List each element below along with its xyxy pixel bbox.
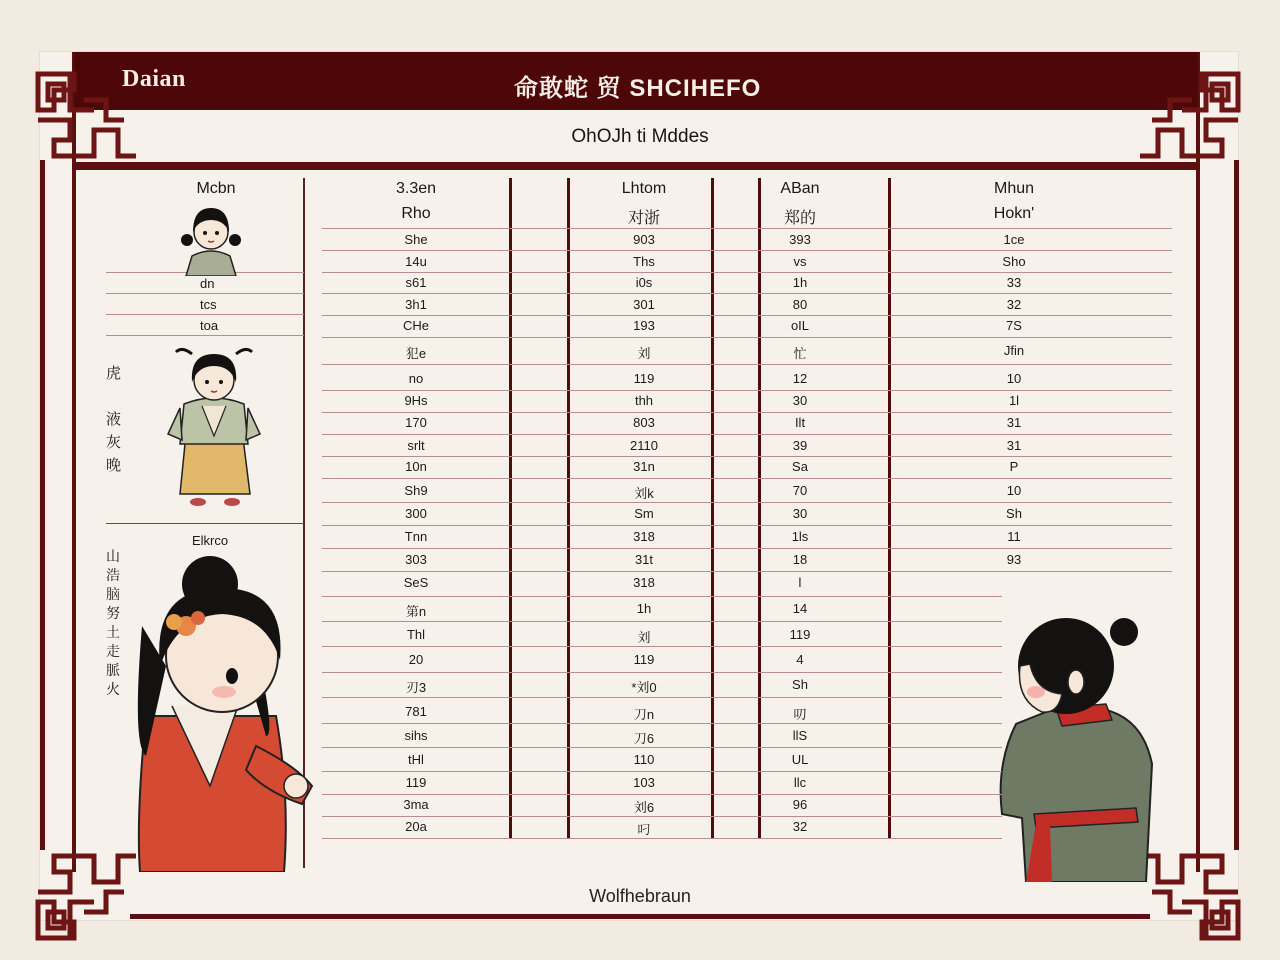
vertical-char: 努 (106, 606, 120, 622)
page-subtitle: OhOJh ti Mddes (571, 126, 709, 147)
table-cell: i0s (635, 275, 653, 290)
table-cell: vs (793, 254, 807, 269)
outer-border-right (1234, 160, 1239, 850)
table-cell: 93 (1006, 552, 1022, 567)
table-cell: 32 (1006, 297, 1022, 312)
table-cell: Sm (634, 506, 654, 521)
table-cell: 叼 (637, 822, 651, 837)
table-cell: 刀6 (633, 731, 655, 746)
table-cell: 119 (633, 371, 655, 386)
table-cell: 14u (405, 254, 427, 269)
child-portrait-small-icon (178, 200, 244, 276)
table-cell: 33 (1006, 275, 1022, 290)
table-rule (322, 390, 1172, 391)
table-cell: 10 (1006, 483, 1022, 498)
column-divider (509, 178, 512, 838)
column-subheader: 对浙 (627, 210, 660, 227)
header-divider (74, 162, 1198, 170)
table-cell: 318 (633, 575, 655, 590)
table-cell: Sho (1002, 254, 1026, 269)
table-cell: 刘k (634, 486, 654, 501)
table-cell: Jfin (1003, 343, 1025, 358)
table-rule (322, 596, 1002, 597)
outer-border-bottom (130, 914, 1150, 919)
table-cell: llc (793, 775, 807, 790)
table-cell: 30 (792, 506, 808, 521)
table-cell: sihs (404, 728, 428, 743)
table-cell: 301 (633, 297, 655, 312)
table-rule (322, 525, 1172, 526)
table-cell: 193 (633, 318, 655, 333)
table-rule (322, 364, 1172, 365)
table-rule (322, 794, 1002, 795)
inner-border-right (1196, 52, 1200, 872)
girl-red-robe-icon (126, 556, 322, 872)
table-cell: 忙 (793, 346, 807, 361)
column-divider (888, 178, 891, 838)
table-cell: 170 (405, 415, 427, 430)
table-cell: SeS (403, 575, 429, 590)
table-cell: Ilt (794, 415, 806, 430)
table-rule (322, 228, 1172, 229)
table-cell: 刃3 (405, 680, 427, 695)
table-cell: 刘 (637, 630, 651, 645)
section-label: toa (200, 318, 219, 333)
table-cell: tHl (408, 752, 424, 767)
characters-label: Elkrco (192, 533, 229, 548)
table-cell: 1h (636, 601, 652, 616)
table-cell: 刘6 (633, 800, 655, 815)
table-cell: 18 (792, 552, 808, 567)
table-cell: P (1009, 459, 1019, 474)
table-cell: no (408, 371, 424, 386)
left-rule (106, 314, 304, 315)
table-cell: srlt (407, 438, 425, 453)
table-cell: 14 (792, 601, 808, 616)
table-rule (322, 548, 1172, 549)
footer-signature: Wolfhebraun (589, 886, 691, 906)
vertical-char: 脑 (106, 587, 120, 603)
table-cell: CHe (402, 318, 429, 333)
column-header: Lhtom (621, 180, 667, 197)
title-bar (74, 52, 1198, 110)
table-cell: 1h (792, 275, 808, 290)
table-cell: 10 (1006, 371, 1022, 386)
table-rule (322, 272, 1172, 273)
table-cell: 903 (633, 232, 655, 247)
table-cell: 11 (1007, 529, 1021, 544)
table-cell: UL (791, 752, 809, 767)
table-cell: 119 (789, 627, 811, 642)
table-cell: 110 (633, 752, 655, 767)
vertical-char: 走 (106, 644, 120, 660)
child-green-robe-back-icon (996, 604, 1156, 882)
brand-label: Daian (122, 66, 186, 92)
table-cell: 1ls (791, 529, 809, 544)
table-cell: 10n (405, 459, 427, 474)
table-cell: 20 (408, 652, 424, 667)
section-label: tcs (200, 297, 217, 312)
table-rule (322, 571, 1172, 572)
table-cell: 119 (633, 652, 655, 667)
table-cell: 3ma (403, 797, 429, 812)
table-cell: 犯e (405, 346, 427, 361)
table-cell: Sh (1006, 506, 1022, 521)
table-rule (322, 697, 1002, 698)
table-cell: 9Hs (404, 393, 428, 408)
table-rule (322, 337, 1172, 338)
column-subheader: Hokn' (993, 205, 1035, 222)
vertical-char: 脈 (106, 663, 120, 679)
inner-border-left (72, 52, 76, 872)
corner-ornament-top-left-icon (34, 70, 140, 166)
section-label: dn (200, 276, 215, 291)
column-divider (567, 178, 570, 838)
column-subheader: 郑的 (783, 210, 816, 227)
vertical-char: 山 (106, 549, 120, 565)
page-title: 命敢蛇 贸 SHCIHEFO (514, 75, 762, 102)
table-cell: *刘0 (631, 680, 657, 695)
table-cell: 70 (792, 483, 808, 498)
table-cell: oIL (790, 318, 810, 333)
vertical-char: 土 (106, 625, 120, 641)
table-rule (322, 838, 1002, 839)
table-rule (322, 456, 1172, 457)
table-cell: 3h1 (405, 297, 427, 312)
table-cell: 803 (633, 415, 655, 430)
table-cell: 781 (405, 704, 427, 719)
table-cell: 119 (405, 775, 427, 790)
table-rule (322, 412, 1172, 413)
table-cell: 1ce (1003, 232, 1025, 247)
table-cell: 318 (633, 529, 655, 544)
vertical-text-block (106, 362, 121, 477)
left-rule (106, 293, 304, 294)
outer-border-left (40, 160, 45, 850)
table-cell: 叨 (793, 707, 807, 722)
table-cell: Ths (633, 254, 655, 269)
table-rule (322, 478, 1172, 479)
table-cell: 第n (405, 604, 427, 619)
table-cell: 32 (792, 819, 808, 834)
table-cell: 12 (792, 371, 808, 386)
table-cell: 303 (405, 552, 427, 567)
vertical-char: 虎 (106, 364, 122, 382)
table-rule (322, 816, 1002, 817)
vertical-char (106, 385, 121, 408)
table-cell: l (798, 575, 802, 590)
table-cell: 31 (1006, 415, 1022, 430)
table-rule (322, 646, 1002, 647)
table-cell: 刀n (633, 707, 655, 722)
vertical-char: 晚 (106, 456, 122, 474)
table-cell: 刘 (637, 346, 651, 361)
table-cell: 80 (792, 297, 808, 312)
table-rule (322, 502, 1172, 503)
table-cell: Tnn (404, 529, 428, 544)
table-rule (322, 434, 1172, 435)
table-rule (322, 747, 1002, 748)
table-cell: Sh9 (404, 483, 428, 498)
vertical-char: 灰 (106, 433, 122, 451)
table-cell: 1l (1008, 393, 1020, 408)
left-rule (106, 335, 304, 336)
vertical-text-block (106, 548, 120, 700)
table-cell: 300 (405, 506, 427, 521)
child-standing-icon (162, 344, 266, 512)
column-header: 3.3en (395, 180, 437, 197)
column-header: Mhun (993, 180, 1035, 197)
table-cell: llS (792, 728, 808, 743)
table-rule (322, 315, 1172, 316)
table-cell: s61 (405, 275, 427, 290)
table-cell: Thl (406, 627, 426, 642)
table-cell: Sa (792, 459, 808, 474)
table-cell: thh (634, 393, 654, 408)
column-subheader: Rho (401, 205, 431, 222)
table-cell: 103 (633, 775, 655, 790)
table-cell: 20a (405, 819, 427, 834)
column-divider (711, 178, 714, 838)
table-cell: 30 (792, 393, 808, 408)
column-header: ABan (780, 180, 820, 197)
table-rule (322, 621, 1002, 622)
corner-ornament-bottom-left-icon (34, 846, 140, 942)
vertical-char: 浩 (106, 568, 120, 584)
table-rule (322, 723, 1002, 724)
table-cell: 96 (792, 797, 808, 812)
vertical-char: 火 (106, 682, 120, 698)
table-cell: She (404, 232, 428, 247)
table-cell: 2110 (630, 438, 658, 453)
table-cell: 4 (796, 652, 804, 667)
table-cell: 31n (633, 459, 655, 474)
table-rule (322, 672, 1002, 673)
table-rule (322, 250, 1172, 251)
table-cell: 31 (1006, 438, 1022, 453)
table-cell: 31t (634, 552, 654, 567)
table-rule (322, 771, 1002, 772)
left-column-header: Mcbn (196, 180, 236, 197)
left-rule (106, 523, 304, 524)
corner-ornament-top-right-icon (1136, 70, 1242, 166)
table-cell: 7S (1006, 318, 1022, 333)
table-rule (322, 293, 1172, 294)
vertical-char: 液 (106, 410, 122, 428)
table-cell: 393 (789, 232, 811, 247)
table-cell: 39 (792, 438, 808, 453)
table-cell: Sh (792, 677, 808, 692)
